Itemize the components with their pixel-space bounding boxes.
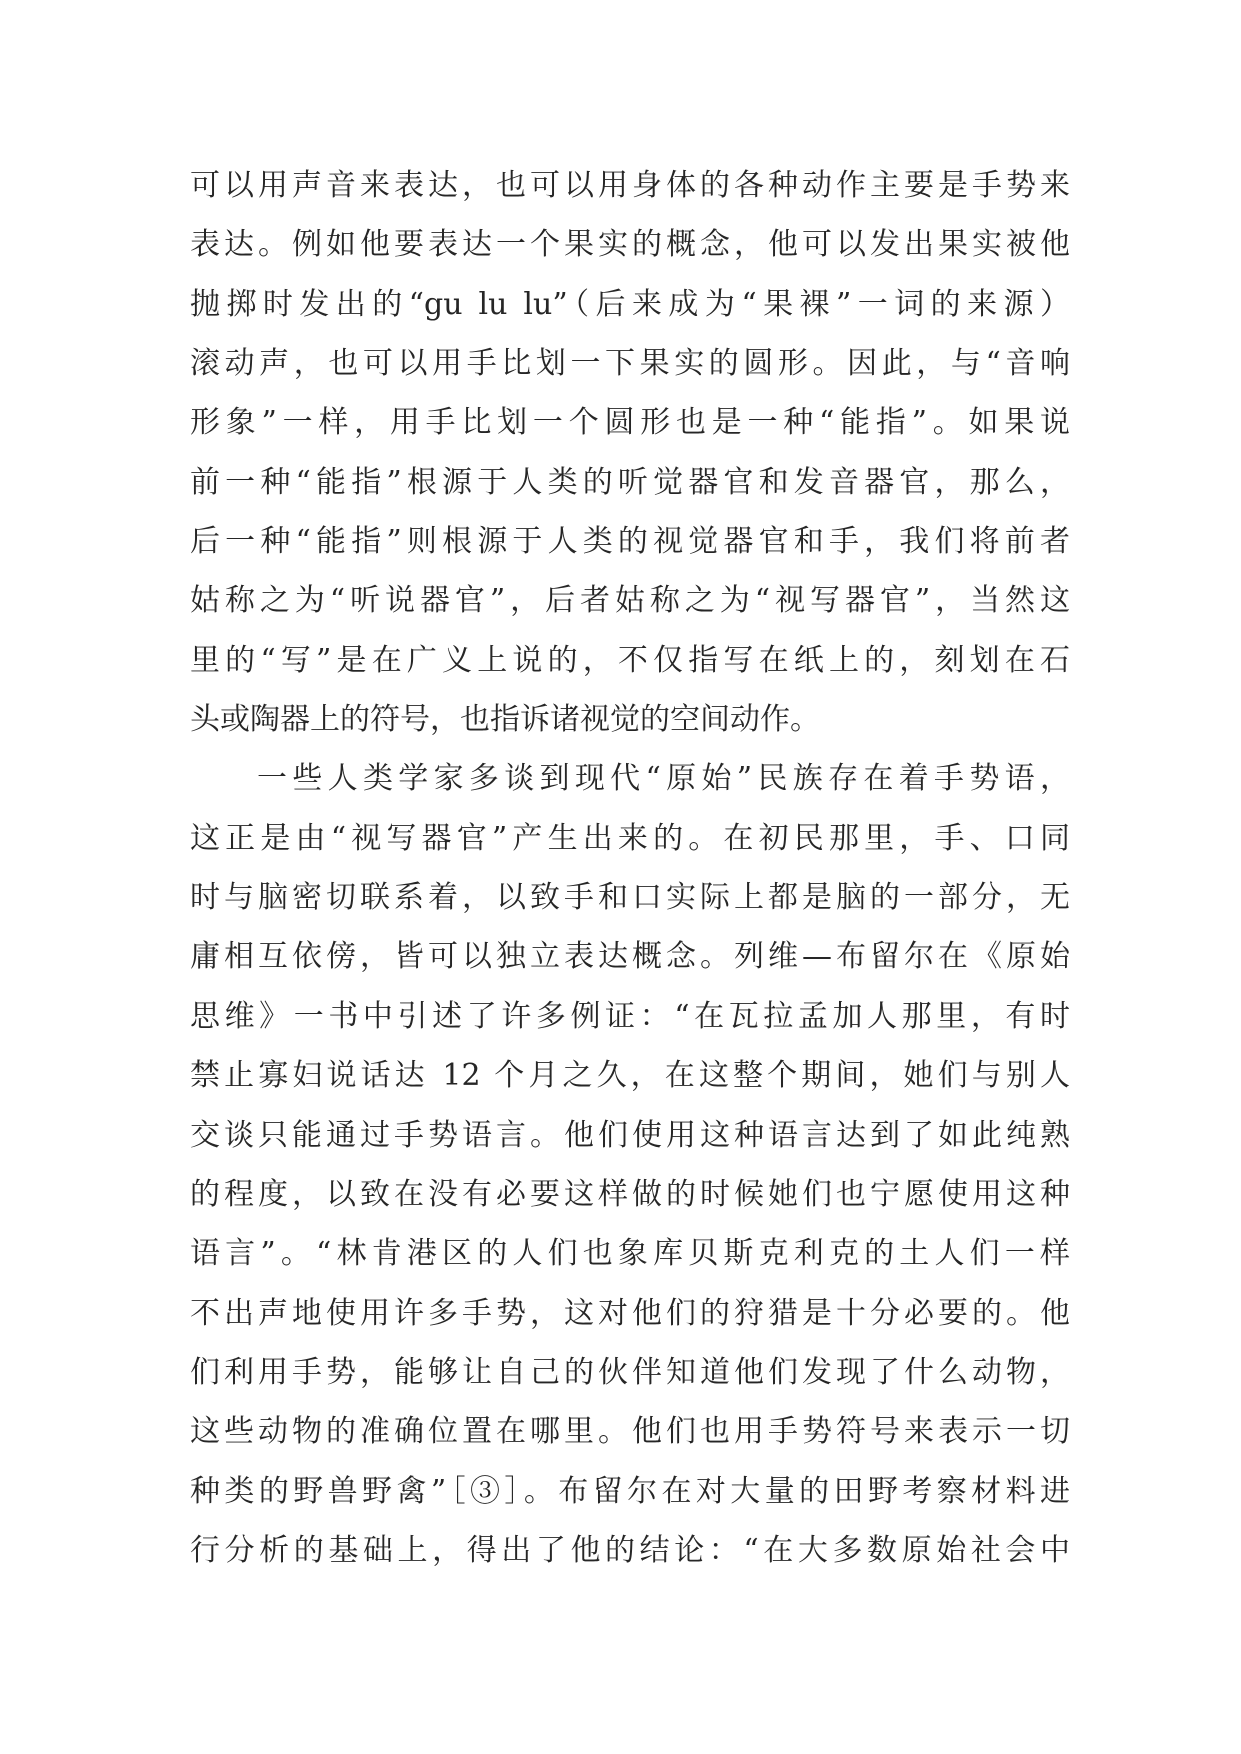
text-line: 抛掷时发出的“gu lu lu”（后来成为“果裸”一词的来源） [190,286,1070,322]
text-line: 禁止寡妇说话达 12 个月之久，在这整个期间，她们与别人 [190,1058,1070,1094]
text-line: 姑称之为“听说器官”，后者姑称之为“视写器官”，当然这 [190,583,1070,619]
text-line: 表达。例如他要表达一个果实的概念，他可以发出果实被他 [190,227,1070,263]
text-line: 这些动物的准确位置在哪里。他们也用手势符号来表示一切 [190,1414,1070,1450]
text-line: 可以用声音来表达，也可以用身体的各种动作主要是手势来 [190,168,1070,203]
text-line: 们利用手势，能够让自己的伙伴知道他们发现了什么动物， [190,1354,1070,1390]
text-line: 不出声地使用许多手势，这对他们的狩猎是十分必要的。他 [190,1295,1070,1331]
text-line: 前一种“能指”根源于人类的听觉器官和发音器官，那么， [190,464,1070,500]
text-line: 时与脑密切联系着，以致手和口实际上都是脑的一部分，无 [190,880,1070,916]
text-line: 的程度，以致在没有必要这样做的时候她们也宁愿使用这种 [190,1176,1070,1212]
text-line: 里的“写”是在广义上说的，不仅指写在纸上的，刻划在石 [190,642,1070,678]
paragraph-end-line: 头或陶器上的符号，也指诉诸视觉的空间动作。 [190,702,820,738]
text-line: 后一种“能指”则根源于人类的视觉器官和手，我们将前者 [190,524,1070,560]
text-line: 形象”一样，用手比划一个圆形也是一种“能指”。如果说 [190,405,1070,441]
text-line: 思维》一书中引述了许多例证：“在瓦拉孟加人那里，有时 [190,998,1070,1034]
body-text [190,156,1070,1580]
paragraph-start-line: 一些人类学家多谈到现代“原始”民族存在着手势语， [257,761,1070,797]
text-line: 语言”。“林肯港区的人们也象库贝斯克利克的土人们一样 [190,1236,1070,1272]
text-line: 这正是由“视写器官”产生出来的。在初民那里，手、口同 [190,820,1070,856]
text-line: 交谈只能通过手势语言。他们使用这种语言达到了如此纯熟 [190,1117,1070,1153]
text-line: 行分析的基础上，得出了他的结论：“在大多数原始社会中 [190,1532,1070,1568]
text-line: 庸相互依傍，皆可以独立表达概念。列维—布留尔在《原始 [190,939,1070,975]
text-line: 种类的野兽野禽”［③］。布留尔在对大量的田野考察材料进 [190,1473,1070,1509]
text-line: 滚动声，也可以用手比划一下果实的圆形。因此，与“音响 [190,346,1070,382]
